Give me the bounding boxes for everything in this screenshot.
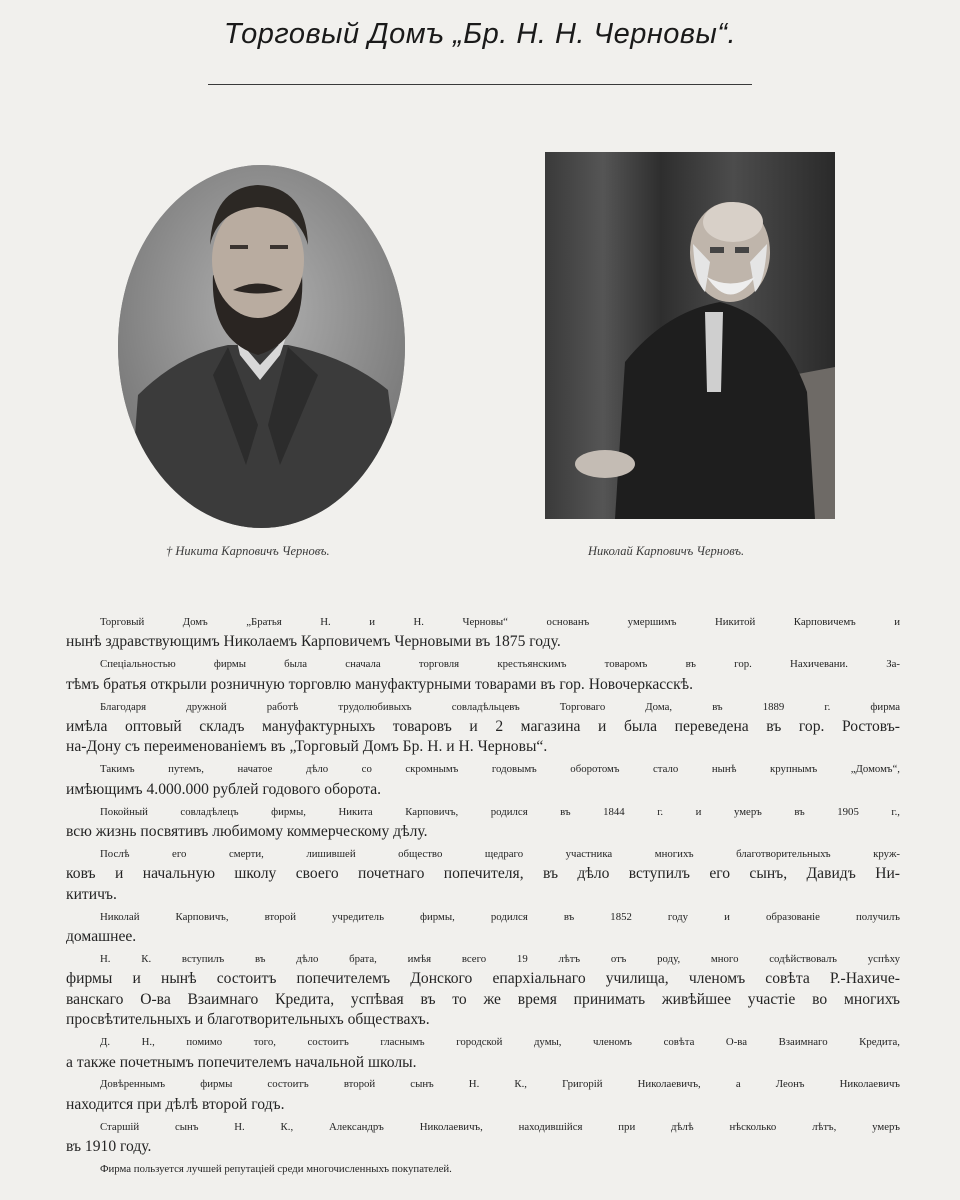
paragraph — [66, 759, 900, 800]
page-title: Торговый Домъ „Бр. Н. Н. Черновы“. — [223, 18, 737, 50]
text-line: имѣющимъ 4.000.000 рублей годового оборота. — [66, 780, 382, 798]
text-line: ванскаго О-ва Взаимнаго Кредита, успѣвая въ то же время принимать живѣйшее участіе во многихъ — [66, 990, 900, 1008]
paragraph — [66, 949, 900, 1031]
caption-left: † Никита Карповичъ Черновъ. — [166, 544, 330, 558]
text-line: Фирма пользуется лучшей репутаціей среди многочисленныхъ покупателей. — [100, 1163, 452, 1176]
text-line: а также почетнымъ попечителемъ начальной школы. — [66, 1053, 417, 1071]
portrait-photo-left — [118, 165, 405, 528]
text-line: Такимъ путемъ, начатое дѣло со скромнымъ годовымъ оборотомъ стало нынѣ крупнымъ „Домомъ“, — [100, 763, 900, 776]
text-line: Послѣ его смерти, лишившей общество щедраго участника многихъ благотворительныхъ круж- — [100, 847, 900, 860]
text-line: Д. Н., помимо того, состоитъ гласнымъ городской думы, членомъ совѣта О-ва Взаимнаго Кредита, — [100, 1036, 900, 1049]
text-line: Спеціальностью фирмы была сначала торговля крестьянскимъ товаромъ въ гор. Нахичевани. За- — [100, 658, 900, 671]
text-line: Старшій сынъ Н. К., Александръ Николаевичъ, находившійся при дѣлѣ нѣсколько лѣтъ, умеръ — [100, 1120, 900, 1133]
text-line: фирмы и нынѣ состоитъ попечителемъ Донского епархіальнаго училища, членомъ совѣта Р.-Нахиче- — [66, 970, 900, 988]
paragraph — [66, 654, 900, 695]
paragraph — [66, 697, 900, 758]
paragraph — [66, 907, 900, 948]
text-line: ковъ и начальную школу своего почетнаго попечителя, въ дѣло вступилъ его сынъ, Давидъ Ни- — [66, 865, 900, 883]
portrait-photo-right — [545, 152, 835, 519]
caption-right: Николай Карповичъ Черновъ. — [588, 544, 745, 558]
paragraph — [66, 1074, 900, 1115]
article-body — [66, 612, 900, 1181]
text-line: тѣмъ братья открыли розничную торговлю мануфактурными товарами въ гор. Новочеркасскѣ. — [66, 675, 694, 693]
text-line: Довѣреннымъ фирмы состоитъ второй сынъ Н. К., Григорій Николаевичъ, а Леонъ Николаевичъ — [100, 1078, 900, 1091]
text-line: всю жизнь посвятивъ любимому коммерческому дѣлу. — [66, 823, 428, 841]
paragraph — [66, 612, 900, 653]
text-line: Торговый Домъ „Братья Н. и Н. Черновы“ основанъ умершимъ Никитой Карповичемъ и — [100, 616, 900, 628]
text-line: Покойный совладѣлецъ фирмы, Никита Карповичъ, родился въ 1844 г. и умеръ въ 1905 г., — [100, 805, 900, 818]
text-line: просвѣтительныхъ и благотворительныхъ обществахъ. — [66, 1011, 430, 1029]
text-line: домашнее. — [66, 928, 137, 946]
text-line: Николай Карповичъ, второй учредитель фирмы, родился въ 1852 году и образованіе получилъ — [100, 910, 900, 923]
text-line: въ 1910 году. — [66, 1138, 152, 1156]
paragraph — [66, 844, 900, 905]
text-line: имѣла оптовый складъ мануфактурныхъ товаровъ и 2 магазина и была переведена въ гор. Ростовъ- — [66, 718, 900, 736]
title-divider — [208, 84, 752, 85]
text-line: Н. К. вступилъ въ дѣло брата, имѣя всего 19 лѣтъ отъ роду, много содѣйствовалъ успѣху — [100, 953, 900, 965]
text-line: на-Дону съ переименованіемъ въ „Торговый Домъ Бр. Н. и Н. Черновы“. — [66, 738, 548, 756]
paragraph — [66, 1159, 900, 1179]
paragraph — [66, 1117, 900, 1158]
paragraph — [66, 802, 900, 843]
text-line: китичъ. — [66, 885, 117, 903]
paragraph — [66, 1032, 900, 1073]
text-line: Благодаря дружной работѣ трудолюбивыхъ совладѣльцевъ Торговаго Дома, въ 1889 г. фирма — [100, 700, 900, 713]
text-line: нынѣ здравствующимъ Николаемъ Карповичемъ Черновыми въ 1875 году. — [66, 633, 561, 651]
text-line: находится при дѣлѣ второй годъ. — [66, 1095, 285, 1113]
